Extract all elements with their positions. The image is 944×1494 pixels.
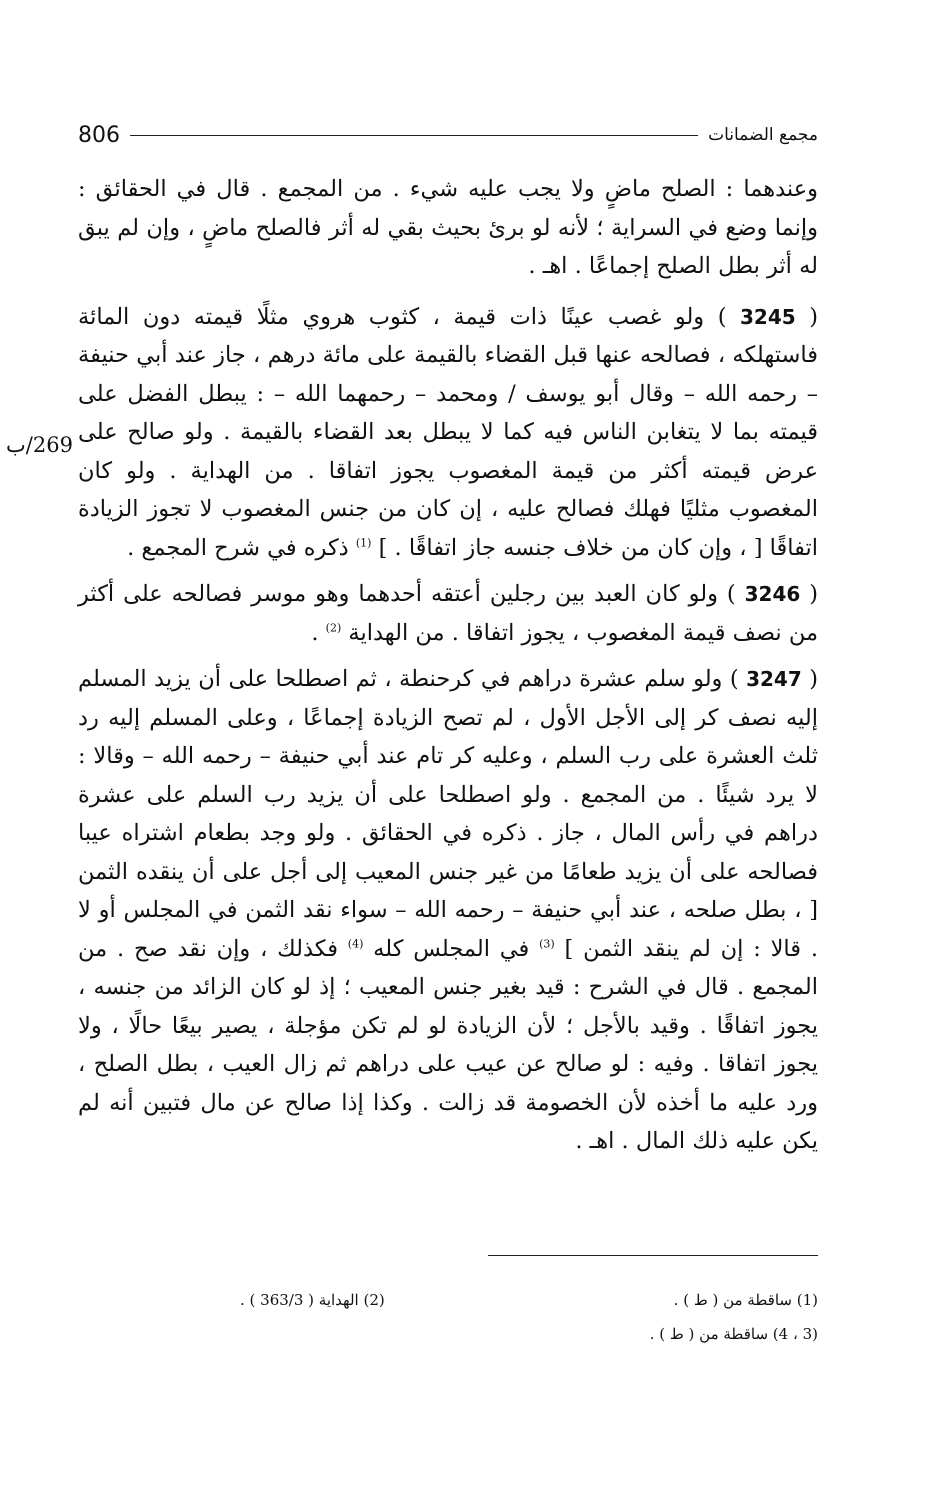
page-header xyxy=(78,115,818,155)
paragraph-text: ) ولو سلم عشرة دراهم في كرحنطة ، ثم اصطلحا على أن يزيد المسلم إليه نصف كر إلى الأجل الأول ، لم تصح الزيادة إجماعًا ، وعلى المسلم إليه رد ثلث العشرة على رب السلم ، وعليه كر تام عند أبي حنيفة – رحمه الله – وقالا : لا يرد شيئًا . من المجمع . ولو اصطلحا على أن يزيد رب السلم على عشرة دراهم في رأس المال ، جاز . ذكره في الحقائق . ولو وجد بطعام اشتراه عيبا فصالحه على أن يزيد طعامًا من غير جنس المعيب إلى أجل على أن ينقده الثمن [ ، بطل صلحه ، عند أبي حنيفة – رحمه الله – سواء نقد الثمن في المجلس أو لا . قالا : إن لم ينقد الثمن ] xyxy=(78,666,818,962)
running-title: مجمع الضمانات xyxy=(708,125,818,145)
footnote-3-4: (3 ، 4) ساقطة من ( ط ) . xyxy=(649,1325,818,1343)
footnote-row xyxy=(240,1283,818,1317)
entry-number: 3247 xyxy=(746,667,802,691)
paren-open: ( xyxy=(801,666,818,692)
paragraph-text: . xyxy=(311,619,326,646)
paragraph-text: ) ولو كان العبد بين رجلين أعتقه أحدهما وهو موسر فصالحه على أكثر من نصف قيمة المغصوب ، يجوز اتفاقا . من الهداية xyxy=(78,581,818,646)
entry-number: 3245 xyxy=(740,304,796,329)
footnote-ref: (1) xyxy=(355,536,372,549)
footnote-ref: (2) xyxy=(325,621,342,634)
paragraph-text: في المجلس كله xyxy=(363,935,540,962)
footnote-ref: (3) xyxy=(539,937,555,950)
paragraph-text: فكذلك ، وإن نقد صح . من المجمع . قال في الشرح : قيد بغير جنس المعيب ؛ إذ لو كان الزائد من جنسه ، يجوز اتفاقًا . وقيد بالأجل ؛ لأن الزيادة لو لم تكن مؤجلة ، يصير بيعًا حالًا ، ولا يجوز اتفاقا . وفيه : لو صالح عن عيب على دراهم ثم زال العيب ، بطل الصلح ، ورد عليه ما أخذه لأن الخصومة قد زالت . وكذا إذا صالح عن مال فتبين أنه لم يكن عليه ذلك المال . اهـ . xyxy=(78,935,818,1154)
paren-open: ( xyxy=(795,303,818,330)
paren-open: ( xyxy=(800,581,819,607)
paragraph-3245 xyxy=(78,298,818,568)
footnotes xyxy=(240,1283,818,1351)
page-number: 806 xyxy=(78,122,120,148)
header-rule xyxy=(130,135,698,136)
paragraph-3247 xyxy=(78,660,818,1161)
entry-number: 3246 xyxy=(744,582,801,606)
margin-folio-note: 269/ب xyxy=(6,433,73,457)
footnote-ref: (4) xyxy=(347,937,364,950)
footnote-row xyxy=(240,1317,818,1351)
paragraph-3246 xyxy=(78,575,818,652)
paragraph-continuation: وعندهما : الصلح ماضٍ ولا يجب عليه شيء . من المجمع . قال في الحقائق : وإنما وضع في السراية ؛ لأنه لو برئ بحيث بقي له أثر فالصلح ماضٍ ، وإن لم يبق له أثر بطل الصلح إجماعًا . اهـ . xyxy=(78,176,818,279)
paragraph-text: ذكره في شرح المجمع . xyxy=(127,534,356,561)
footnote-rule xyxy=(488,1255,818,1256)
footnote-1: (1) ساقطة من ( ط ) . xyxy=(673,1291,818,1309)
main-text xyxy=(78,170,818,1169)
paragraph-text: ) ولو غصب عينًا ذات قيمة ، كثوب هروي مثلًا قيمته دون المائة فاستهلكه ، فصالحه عنها قبل القضاء بالقيمة على مائة درهم ، جاز عند أبي حنيفة – رحمه الله – وقال أبو يوسف / ومحمد – رحمهما الله – : يبطل الفضل على قيمته بما لا يتغابن الناس فيه كما لا يبطل بعد القضاء بالقيمة . ولو صالح على عرض قيمته أكثر من قيمة المغصوب يجوز اتفاقا . من الهداية . ولو كان المغصوب مثليًا فهلك فصالح عليه ، إن كان من جنس المغصوب لا تجوز الزيادة اتفاقًا [ ، وإن كان من خلاف جنسه جاز اتفاقًا . ] xyxy=(78,303,818,561)
footnote-2: (2) الهداية ( 363/3 ) . xyxy=(240,1291,385,1309)
